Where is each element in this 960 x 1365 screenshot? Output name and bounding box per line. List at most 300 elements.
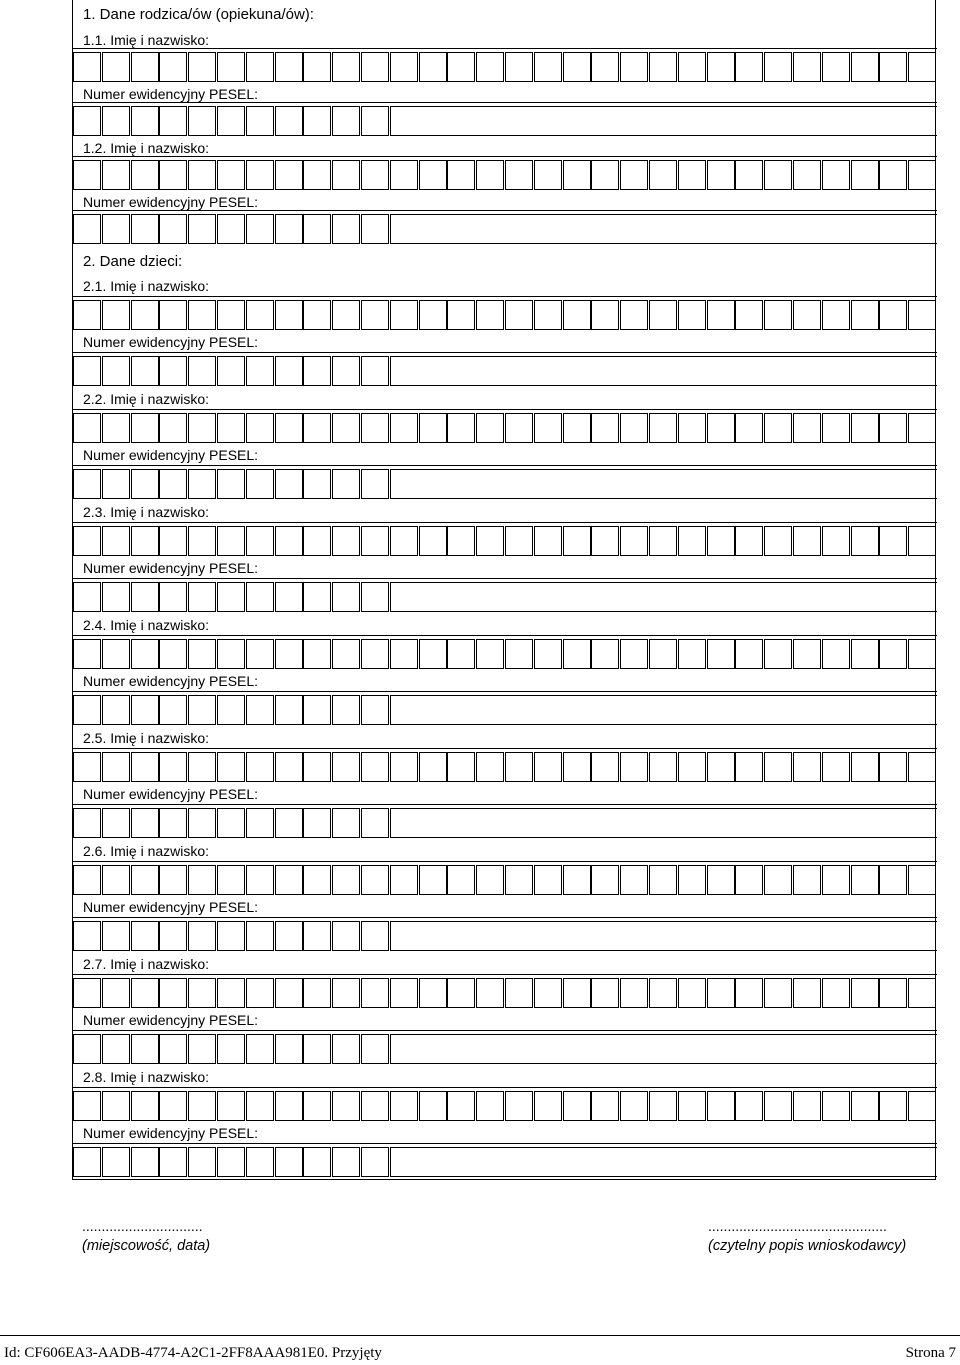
char-box[interactable] (131, 1147, 159, 1177)
char-box[interactable] (563, 160, 591, 190)
char-box[interactable] (188, 1034, 216, 1064)
char-box[interactable] (620, 639, 648, 669)
char-box[interactable] (476, 526, 504, 556)
char-box[interactable] (102, 978, 130, 1008)
char-box[interactable] (246, 921, 274, 951)
char-box[interactable] (707, 160, 735, 190)
char-box[interactable] (505, 526, 533, 556)
char-box[interactable] (303, 1147, 331, 1177)
char-box[interactable] (332, 106, 360, 136)
char-box[interactable] (131, 356, 159, 386)
char-box[interactable] (707, 300, 735, 330)
char-box[interactable] (188, 469, 216, 499)
char-box[interactable] (188, 978, 216, 1008)
char-box[interactable] (678, 978, 706, 1008)
char-box[interactable] (131, 695, 159, 725)
char-box[interactable] (73, 752, 101, 782)
char-box[interactable] (217, 865, 245, 895)
char-box[interactable] (332, 413, 360, 443)
char-box[interactable] (188, 1147, 216, 1177)
child2-pesel-grid[interactable] (73, 465, 937, 499)
char-box[interactable] (73, 160, 101, 190)
char-box[interactable] (275, 752, 303, 782)
char-box[interactable] (591, 865, 619, 895)
char-box[interactable] (764, 413, 792, 443)
char-box[interactable] (678, 1091, 706, 1121)
char-box[interactable] (591, 526, 619, 556)
char-box[interactable] (217, 214, 245, 244)
char-box[interactable] (822, 639, 850, 669)
char-box[interactable] (159, 865, 187, 895)
char-box[interactable] (217, 526, 245, 556)
child3-pesel-grid[interactable] (73, 578, 937, 612)
char-box[interactable] (793, 160, 821, 190)
char-box[interactable] (908, 300, 936, 330)
char-box[interactable] (361, 160, 389, 190)
char-box[interactable] (851, 978, 879, 1008)
char-box[interactable] (649, 639, 677, 669)
child7-name-grid[interactable] (73, 974, 937, 1008)
char-box[interactable] (332, 214, 360, 244)
char-box[interactable] (102, 52, 130, 82)
char-box[interactable] (303, 752, 331, 782)
char-box[interactable] (73, 1147, 101, 1177)
char-box[interactable] (303, 582, 331, 612)
char-box[interactable] (563, 413, 591, 443)
char-box[interactable] (879, 639, 907, 669)
char-box[interactable] (534, 1091, 562, 1121)
char-box[interactable] (159, 413, 187, 443)
char-box[interactable] (159, 106, 187, 136)
char-box[interactable] (419, 639, 447, 669)
char-box[interactable] (131, 160, 159, 190)
char-box[interactable] (332, 160, 360, 190)
child2-name-grid[interactable] (73, 409, 937, 443)
char-box[interactable] (131, 526, 159, 556)
char-box[interactable] (102, 1034, 130, 1064)
char-box[interactable] (707, 526, 735, 556)
char-box[interactable] (591, 52, 619, 82)
char-box[interactable] (447, 300, 475, 330)
char-box[interactable] (73, 808, 101, 838)
char-box[interactable] (419, 52, 447, 82)
char-box[interactable] (419, 413, 447, 443)
char-box[interactable] (275, 921, 303, 951)
char-box[interactable] (534, 526, 562, 556)
char-box[interactable] (505, 752, 533, 782)
char-box[interactable] (73, 214, 101, 244)
char-box[interactable] (390, 160, 418, 190)
char-box[interactable] (591, 978, 619, 1008)
char-box[interactable] (275, 1034, 303, 1064)
char-box[interactable] (217, 752, 245, 782)
char-box[interactable] (246, 469, 274, 499)
char-box[interactable] (591, 752, 619, 782)
parent2-name-grid[interactable] (73, 156, 937, 190)
char-box[interactable] (534, 413, 562, 443)
char-box[interactable] (361, 865, 389, 895)
char-box[interactable] (246, 526, 274, 556)
char-box[interactable] (188, 865, 216, 895)
char-box[interactable] (303, 214, 331, 244)
char-box[interactable] (246, 752, 274, 782)
char-box[interactable] (159, 752, 187, 782)
char-box[interactable] (361, 695, 389, 725)
char-box[interactable] (246, 978, 274, 1008)
char-box[interactable] (303, 413, 331, 443)
char-box[interactable] (102, 808, 130, 838)
char-box[interactable] (591, 1091, 619, 1121)
char-box[interactable] (419, 160, 447, 190)
char-box[interactable] (188, 526, 216, 556)
char-box[interactable] (275, 413, 303, 443)
char-box[interactable] (678, 526, 706, 556)
char-box[interactable] (707, 865, 735, 895)
char-box[interactable] (707, 639, 735, 669)
char-box[interactable] (73, 1091, 101, 1121)
char-box[interactable] (361, 1091, 389, 1121)
char-box[interactable] (908, 865, 936, 895)
char-box[interactable] (131, 752, 159, 782)
char-box[interactable] (851, 752, 879, 782)
char-box[interactable] (102, 865, 130, 895)
char-box[interactable] (332, 300, 360, 330)
char-box[interactable] (879, 300, 907, 330)
char-box[interactable] (332, 808, 360, 838)
char-box[interactable] (764, 978, 792, 1008)
char-box[interactable] (419, 300, 447, 330)
char-box[interactable] (735, 752, 763, 782)
char-box[interactable] (822, 300, 850, 330)
parent2-pesel-grid[interactable] (73, 210, 937, 244)
char-box[interactable] (361, 1034, 389, 1064)
char-box[interactable] (649, 160, 677, 190)
char-box[interactable] (332, 695, 360, 725)
char-box[interactable] (591, 413, 619, 443)
char-box[interactable] (73, 978, 101, 1008)
char-box[interactable] (476, 52, 504, 82)
char-box[interactable] (908, 1091, 936, 1121)
char-box[interactable] (73, 300, 101, 330)
char-box[interactable] (188, 356, 216, 386)
char-box[interactable] (735, 413, 763, 443)
char-box[interactable] (217, 160, 245, 190)
char-box[interactable] (447, 413, 475, 443)
char-box[interactable] (563, 526, 591, 556)
char-box[interactable] (275, 300, 303, 330)
char-box[interactable] (332, 1091, 360, 1121)
char-box[interactable] (303, 1091, 331, 1121)
char-box[interactable] (563, 978, 591, 1008)
char-box[interactable] (476, 300, 504, 330)
char-box[interactable] (851, 865, 879, 895)
char-box[interactable] (505, 978, 533, 1008)
char-box[interactable] (188, 695, 216, 725)
char-box[interactable] (275, 582, 303, 612)
char-box[interactable] (851, 526, 879, 556)
char-box[interactable] (131, 978, 159, 1008)
char-box[interactable] (102, 752, 130, 782)
char-box[interactable] (361, 106, 389, 136)
child4-pesel-grid[interactable] (73, 691, 937, 725)
char-box[interactable] (563, 865, 591, 895)
char-box[interactable] (131, 582, 159, 612)
char-box[interactable] (361, 526, 389, 556)
char-box[interactable] (332, 469, 360, 499)
char-box[interactable] (361, 469, 389, 499)
char-box[interactable] (102, 356, 130, 386)
char-box[interactable] (332, 978, 360, 1008)
char-box[interactable] (332, 356, 360, 386)
char-box[interactable] (188, 808, 216, 838)
char-box[interactable] (159, 526, 187, 556)
char-box[interactable] (908, 526, 936, 556)
char-box[interactable] (534, 639, 562, 669)
char-box[interactable] (131, 921, 159, 951)
char-box[interactable] (246, 160, 274, 190)
char-box[interactable] (390, 413, 418, 443)
char-box[interactable] (822, 978, 850, 1008)
char-box[interactable] (275, 1091, 303, 1121)
char-box[interactable] (217, 921, 245, 951)
char-box[interactable] (102, 160, 130, 190)
char-box[interactable] (476, 639, 504, 669)
char-box[interactable] (102, 106, 130, 136)
char-box[interactable] (390, 1091, 418, 1121)
char-box[interactable] (275, 526, 303, 556)
char-box[interactable] (303, 921, 331, 951)
char-box[interactable] (735, 160, 763, 190)
char-box[interactable] (447, 752, 475, 782)
char-box[interactable] (447, 52, 475, 82)
char-box[interactable] (361, 752, 389, 782)
char-box[interactable] (534, 160, 562, 190)
char-box[interactable] (73, 413, 101, 443)
char-box[interactable] (476, 752, 504, 782)
char-box[interactable] (73, 469, 101, 499)
char-box[interactable] (764, 865, 792, 895)
char-box[interactable] (246, 356, 274, 386)
char-box[interactable] (275, 106, 303, 136)
char-box[interactable] (620, 978, 648, 1008)
char-box[interactable] (303, 978, 331, 1008)
char-box[interactable] (102, 526, 130, 556)
char-box[interactable] (188, 214, 216, 244)
char-box[interactable] (764, 526, 792, 556)
char-box[interactable] (678, 300, 706, 330)
char-box[interactable] (159, 52, 187, 82)
char-box[interactable] (793, 752, 821, 782)
char-box[interactable] (73, 865, 101, 895)
char-box[interactable] (649, 865, 677, 895)
char-box[interactable] (303, 808, 331, 838)
char-box[interactable] (102, 214, 130, 244)
char-box[interactable] (303, 865, 331, 895)
char-box[interactable] (534, 752, 562, 782)
char-box[interactable] (246, 413, 274, 443)
char-box[interactable] (303, 526, 331, 556)
char-box[interactable] (73, 356, 101, 386)
char-box[interactable] (217, 1091, 245, 1121)
char-box[interactable] (131, 865, 159, 895)
char-box[interactable] (159, 469, 187, 499)
char-box[interactable] (303, 639, 331, 669)
char-box[interactable] (793, 1091, 821, 1121)
char-box[interactable] (707, 978, 735, 1008)
char-box[interactable] (879, 413, 907, 443)
char-box[interactable] (563, 639, 591, 669)
char-box[interactable] (246, 1091, 274, 1121)
char-box[interactable] (361, 978, 389, 1008)
char-box[interactable] (851, 160, 879, 190)
char-box[interactable] (563, 300, 591, 330)
char-box[interactable] (793, 413, 821, 443)
char-box[interactable] (390, 865, 418, 895)
char-box[interactable] (822, 865, 850, 895)
char-box[interactable] (361, 52, 389, 82)
char-box[interactable] (390, 526, 418, 556)
char-box[interactable] (361, 582, 389, 612)
char-box[interactable] (159, 300, 187, 330)
char-box[interactable] (793, 52, 821, 82)
char-box[interactable] (563, 1091, 591, 1121)
char-box[interactable] (102, 413, 130, 443)
child6-pesel-grid[interactable] (73, 917, 937, 951)
child1-name-grid[interactable] (73, 296, 937, 330)
char-box[interactable] (534, 978, 562, 1008)
char-box[interactable] (879, 865, 907, 895)
char-box[interactable] (303, 106, 331, 136)
char-box[interactable] (419, 865, 447, 895)
char-box[interactable] (246, 52, 274, 82)
child4-name-grid[interactable] (73, 635, 937, 669)
char-box[interactable] (131, 300, 159, 330)
char-box[interactable] (102, 921, 130, 951)
char-box[interactable] (505, 1091, 533, 1121)
char-box[interactable] (735, 1091, 763, 1121)
char-box[interactable] (159, 808, 187, 838)
char-box[interactable] (303, 469, 331, 499)
char-box[interactable] (217, 808, 245, 838)
char-box[interactable] (159, 160, 187, 190)
char-box[interactable] (102, 300, 130, 330)
char-box[interactable] (534, 52, 562, 82)
char-box[interactable] (505, 160, 533, 190)
char-box[interactable] (188, 921, 216, 951)
char-box[interactable] (217, 106, 245, 136)
char-box[interactable] (217, 356, 245, 386)
char-box[interactable] (534, 865, 562, 895)
char-box[interactable] (793, 978, 821, 1008)
char-box[interactable] (159, 1034, 187, 1064)
char-box[interactable] (447, 1091, 475, 1121)
char-box[interactable] (275, 639, 303, 669)
char-box[interactable] (620, 300, 648, 330)
child3-name-grid[interactable] (73, 522, 937, 556)
char-box[interactable] (73, 695, 101, 725)
char-box[interactable] (159, 978, 187, 1008)
char-box[interactable] (159, 356, 187, 386)
char-box[interactable] (620, 1091, 648, 1121)
char-box[interactable] (131, 808, 159, 838)
char-box[interactable] (332, 752, 360, 782)
parent1-pesel-grid[interactable] (73, 102, 937, 136)
char-box[interactable] (620, 865, 648, 895)
char-box[interactable] (246, 300, 274, 330)
child8-pesel-grid[interactable] (73, 1143, 937, 1177)
char-box[interactable] (505, 300, 533, 330)
char-box[interactable] (879, 752, 907, 782)
char-box[interactable] (246, 582, 274, 612)
char-box[interactable] (332, 1147, 360, 1177)
char-box[interactable] (764, 639, 792, 669)
char-box[interactable] (217, 695, 245, 725)
char-box[interactable] (476, 413, 504, 443)
char-box[interactable] (620, 526, 648, 556)
char-box[interactable] (649, 752, 677, 782)
char-box[interactable] (678, 865, 706, 895)
char-box[interactable] (159, 1091, 187, 1121)
char-box[interactable] (102, 1091, 130, 1121)
char-box[interactable] (678, 52, 706, 82)
char-box[interactable] (73, 582, 101, 612)
char-box[interactable] (591, 160, 619, 190)
char-box[interactable] (419, 1091, 447, 1121)
char-box[interactable] (649, 978, 677, 1008)
char-box[interactable] (764, 160, 792, 190)
char-box[interactable] (217, 639, 245, 669)
char-box[interactable] (332, 921, 360, 951)
char-box[interactable] (275, 356, 303, 386)
char-box[interactable] (159, 921, 187, 951)
char-box[interactable] (390, 300, 418, 330)
char-box[interactable] (246, 214, 274, 244)
child6-name-grid[interactable] (73, 861, 937, 895)
char-box[interactable] (851, 300, 879, 330)
char-box[interactable] (563, 752, 591, 782)
char-box[interactable] (851, 413, 879, 443)
char-box[interactable] (73, 639, 101, 669)
char-box[interactable] (303, 160, 331, 190)
char-box[interactable] (764, 52, 792, 82)
char-box[interactable] (188, 160, 216, 190)
char-box[interactable] (361, 639, 389, 669)
char-box[interactable] (505, 639, 533, 669)
char-box[interactable] (707, 752, 735, 782)
char-box[interactable] (246, 865, 274, 895)
char-box[interactable] (447, 865, 475, 895)
char-box[interactable] (707, 1091, 735, 1121)
char-box[interactable] (217, 1034, 245, 1064)
char-box[interactable] (361, 1147, 389, 1177)
char-box[interactable] (102, 1147, 130, 1177)
char-box[interactable] (908, 160, 936, 190)
char-box[interactable] (275, 1147, 303, 1177)
char-box[interactable] (73, 52, 101, 82)
child7-pesel-grid[interactable] (73, 1030, 937, 1064)
char-box[interactable] (303, 1034, 331, 1064)
char-box[interactable] (275, 160, 303, 190)
char-box[interactable] (361, 214, 389, 244)
char-box[interactable] (131, 639, 159, 669)
char-box[interactable] (102, 469, 130, 499)
char-box[interactable] (735, 300, 763, 330)
char-box[interactable] (131, 1034, 159, 1064)
char-box[interactable] (563, 52, 591, 82)
char-box[interactable] (793, 639, 821, 669)
char-box[interactable] (303, 356, 331, 386)
child8-name-grid[interactable] (73, 1087, 937, 1121)
